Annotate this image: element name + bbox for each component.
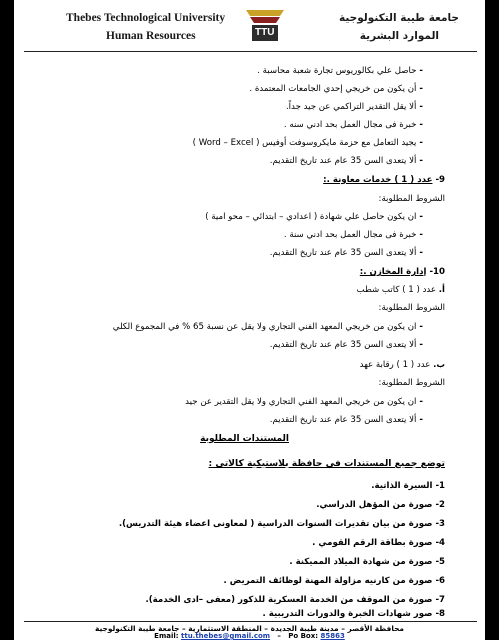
document-item: 7- صورة من الموقف من الخدمة العسكرية للذكور (معفى –ادى الخدمة). — [145, 595, 445, 605]
sub-a-item: - ان يكون من خريجي المعهد الفني التجاري ولا يقل عن نسبة 65 % في المجموع الكلي — [112, 322, 423, 332]
document-item: 6- صورة من كارنيه مزاولة المهنة لوظائف التمريض . — [223, 576, 445, 586]
accountant-item: - حاصل علي بكالوريوس تجارة شعبة محاسبة . — [257, 66, 423, 76]
footer-address: محافظة الأقصر – مدينة طيبة الجديدة – المنطقة الاستثمارية – جامعة طيبة التكنولوجية — [95, 624, 404, 633]
sub-b-conditions-label: الشروط المطلوبة: — [378, 378, 445, 388]
header-department-en: Human Resources — [106, 30, 196, 42]
section-10-sub-a-heading — [357, 285, 446, 295]
document-item: 8- صور شهادات الخبرة والدورات التدريبية . — [262, 609, 445, 619]
section-10-heading — [360, 267, 445, 277]
section-9-item: - خبرة فى مجال العمل بحد ادني سنة . — [283, 230, 423, 240]
sub-b-item: - ان يكون من خريجي المعهد الفني التجاري ولا يقل التقدير عن جيد — [185, 397, 423, 407]
header-divider — [24, 51, 477, 52]
documents-title: المستندات المطلوبة — [200, 434, 289, 444]
sub-a-conditions-label: الشروط المطلوبة: — [378, 303, 445, 313]
document-item: 2- صورة من المؤهل الدراسي. — [316, 500, 445, 510]
section-9-conditions-label: الشروط المطلوبة: — [378, 194, 445, 204]
section-10-title: إدارة المخازن .: — [359, 267, 427, 277]
document-page — [14, 0, 485, 640]
document-item: 4- صورة بطاقة الرقم القومي . — [312, 538, 445, 548]
footer-divider — [24, 621, 477, 622]
section-9-item: - ان يكون حاصل علي شهادة ( اعدادي – ابتدائي – محو امية ) — [205, 212, 423, 222]
sub-a-letter: أ. — [438, 285, 445, 295]
accountant-item: - ألا يقل التقدير التراكمي عن جيد جداً. — [285, 102, 423, 112]
university-logo — [242, 6, 288, 46]
sub-b-title: عدد ( 1 ) رقابة عهد — [359, 360, 431, 370]
section-9-title: عدد ( 1 ) خدمات معاونة .: — [323, 175, 433, 185]
accountant-item: - ألا يتعدى السن 35 عام عند تاريخ التقديم. — [269, 156, 423, 166]
footer-contact: Email: ttu.thebes@gmail.com – Po Box: 85863 — [154, 632, 345, 640]
document-item: 1- السيرة الذاتية. — [371, 481, 445, 491]
logo-text: TTU — [255, 27, 275, 38]
section-9-heading — [323, 175, 445, 185]
accountant-item: - خبرة فى مجال العمل بحد ادني سنه . — [283, 120, 423, 130]
document-item: 3- صورة من بيان تقديرات السنوات الدراسية ( لمعاونى اعضاء هيئة التدريس). — [118, 519, 445, 529]
section-9-number: 9- — [435, 175, 445, 185]
section-10-sub-b-heading — [360, 360, 445, 370]
header-university-ar: جامعة طيبة التكنولوجية — [339, 12, 459, 24]
accountant-item: - أن يكون من خريجي إحدي الجامعات المعتمدة . — [249, 84, 423, 94]
document-item: 5- صورة من شهادة الميلاد المميكنة . — [289, 557, 445, 567]
sub-a-title: عدد ( 1 ) كاتب شطب — [356, 285, 437, 295]
section-9-item: - ألا يتعدى السن 35 عام عند تاريخ التقديم. — [269, 248, 423, 258]
section-10-number: 10- — [429, 267, 445, 277]
accountant-item: - يجيد التعامل مع حزمة مايكروسوفت أوفيس ( Word – Excel ) — [192, 138, 423, 148]
sub-b-item: - ألا يتعدى السن 35 عام عند تاريخ التقديم. — [269, 415, 423, 425]
pobox-value: 85863 — [320, 632, 345, 640]
sub-a-item: - ألا يتعدى السن 35 عام عند تاريخ التقديم. — [269, 340, 423, 350]
documents-instruction: توضع جميع المستندات في حافظة بلاستيكية كالاتى : — [208, 458, 445, 469]
pobox-label: Po Box: — [288, 632, 319, 640]
header-department-ar: الموارد البشرية — [359, 30, 439, 42]
logo-icon — [242, 6, 288, 46]
email-link[interactable]: ttu.thebes@gmail.com — [181, 632, 271, 640]
sub-b-letter: ب. — [433, 360, 445, 370]
header-university-en: Thebes Technological University — [66, 12, 226, 24]
email-label: Email: — [154, 632, 179, 640]
